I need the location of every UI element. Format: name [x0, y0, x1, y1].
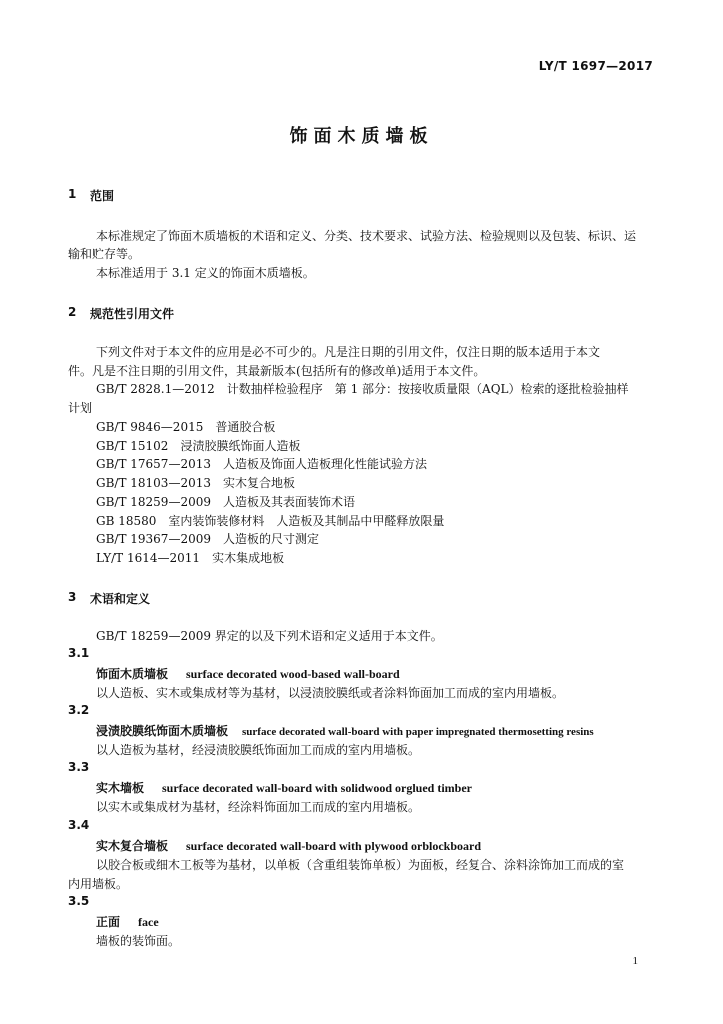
term-number: 3.1	[68, 646, 90, 660]
term-heading	[96, 779, 472, 796]
term-chinese: 实木墙板	[96, 781, 145, 795]
reference-item: GB/T 15102 浸渍胶膜纸饰面人造板	[96, 439, 301, 453]
reference-item: LY/T 1614—2011 实木集成地板	[96, 551, 285, 565]
section-2-intro-line-1: 下列文件对于本文件的应用是必不可少的。凡是注日期的引用文件，仅注日期的版本适用于本文	[96, 345, 601, 359]
term-definition-line-1: 以胶合板或细木工板等为基材，以单板（含重组装饰单板）为面板，经复合、涂料涂饰加工而成的室	[96, 858, 625, 872]
reference-item: GB/T 9846—2015 普通胶合板	[96, 420, 276, 434]
reference-item: GB 18580 室内装饰装修材料 人造板及其制品中甲醛释放限量	[96, 514, 445, 528]
term-chinese: 实木复合墙板	[96, 839, 169, 853]
reference-item: GB/T 17657—2013 人造板及饰面人造板理化性能试验方法	[96, 457, 427, 471]
section-2-title: 规范性引用文件	[90, 307, 175, 321]
section-1-paragraph-1-line-1: 本标准规定了饰面木质墙板的术语和定义、分类、技术要求、试验方法、检验规则以及包装、标识、运	[96, 229, 637, 243]
reference-gbt-2828-line-2: 计划	[68, 401, 93, 415]
term-number: 3.3	[68, 760, 90, 774]
term-english: surface decorated wall-board with plywood orblockboard	[186, 839, 482, 853]
term-chinese: 浸渍胶膜纸饰面木质墙板	[96, 724, 229, 738]
section-3-intro: GB/T 18259—2009 界定的以及下列术语和定义适用于本文件。	[96, 629, 443, 643]
term-chinese: 饰面木质墙板	[96, 667, 169, 681]
term-english: surface decorated wall-board with paper impregnated thermosetting resins	[242, 726, 594, 738]
term-chinese: 正面	[96, 915, 121, 929]
section-2-intro-line-2: 件。凡是不注日期的引用文件，其最新版本(包括所有的修改单)适用于本文件。	[68, 364, 486, 378]
term-definition-line-2: 内用墙板。	[68, 877, 129, 891]
reference-item: GB/T 18103—2013 实木复合地板	[96, 476, 295, 490]
term-definition: 以人造板、实木或集成材等为基材，以浸渍胶膜纸或者涂料饰面加工而成的室内用墙板。	[96, 686, 565, 700]
standard-code: LY/T 1697—2017	[538, 59, 653, 73]
term-english: surface decorated wall-board with solidwood orglued timber	[162, 781, 472, 795]
reference-item: GB/T 19367—2009 人造板的尺寸测定	[96, 532, 319, 546]
term-english: face	[138, 915, 159, 929]
section-1-title: 范围	[90, 189, 115, 203]
term-heading	[96, 837, 481, 854]
term-heading	[96, 722, 594, 739]
section-3-title: 术语和定义	[90, 592, 151, 606]
reference-gbt-2828-line-1: GB/T 2828.1—2012 计数抽样检验程序 第 1 部分：按接收质量限（AQL）检索的逐批检验抽样	[96, 382, 629, 396]
term-number: 3.5	[68, 894, 90, 908]
term-definition: 墙板的装饰面。	[96, 934, 181, 948]
term-heading	[96, 665, 400, 682]
reference-item: GB/T 18259—2009 人造板及其表面装饰术语	[96, 495, 355, 509]
document-title: 饰面木质墙板	[289, 126, 434, 147]
page-number: 1	[632, 955, 638, 967]
term-number: 3.2	[68, 703, 90, 717]
section-3-number: 3	[68, 590, 77, 604]
section-1-paragraph-1-line-2: 输和贮存等。	[68, 247, 141, 261]
term-number: 3.4	[68, 818, 90, 832]
term-english: surface decorated wood-based wall-board	[186, 667, 400, 681]
term-definition: 以实木或集成材为基材，经涂料饰面加工而成的室内用墙板。	[96, 800, 421, 814]
section-1-number: 1	[68, 187, 77, 201]
term-definition: 以人造板为基材，经浸渍胶膜纸饰面加工而成的室内用墙板。	[96, 743, 421, 757]
term-heading	[96, 913, 159, 930]
section-1-paragraph-2: 本标准适用于 3.1 定义的饰面木质墙板。	[96, 266, 315, 280]
section-2-number: 2	[68, 305, 77, 319]
